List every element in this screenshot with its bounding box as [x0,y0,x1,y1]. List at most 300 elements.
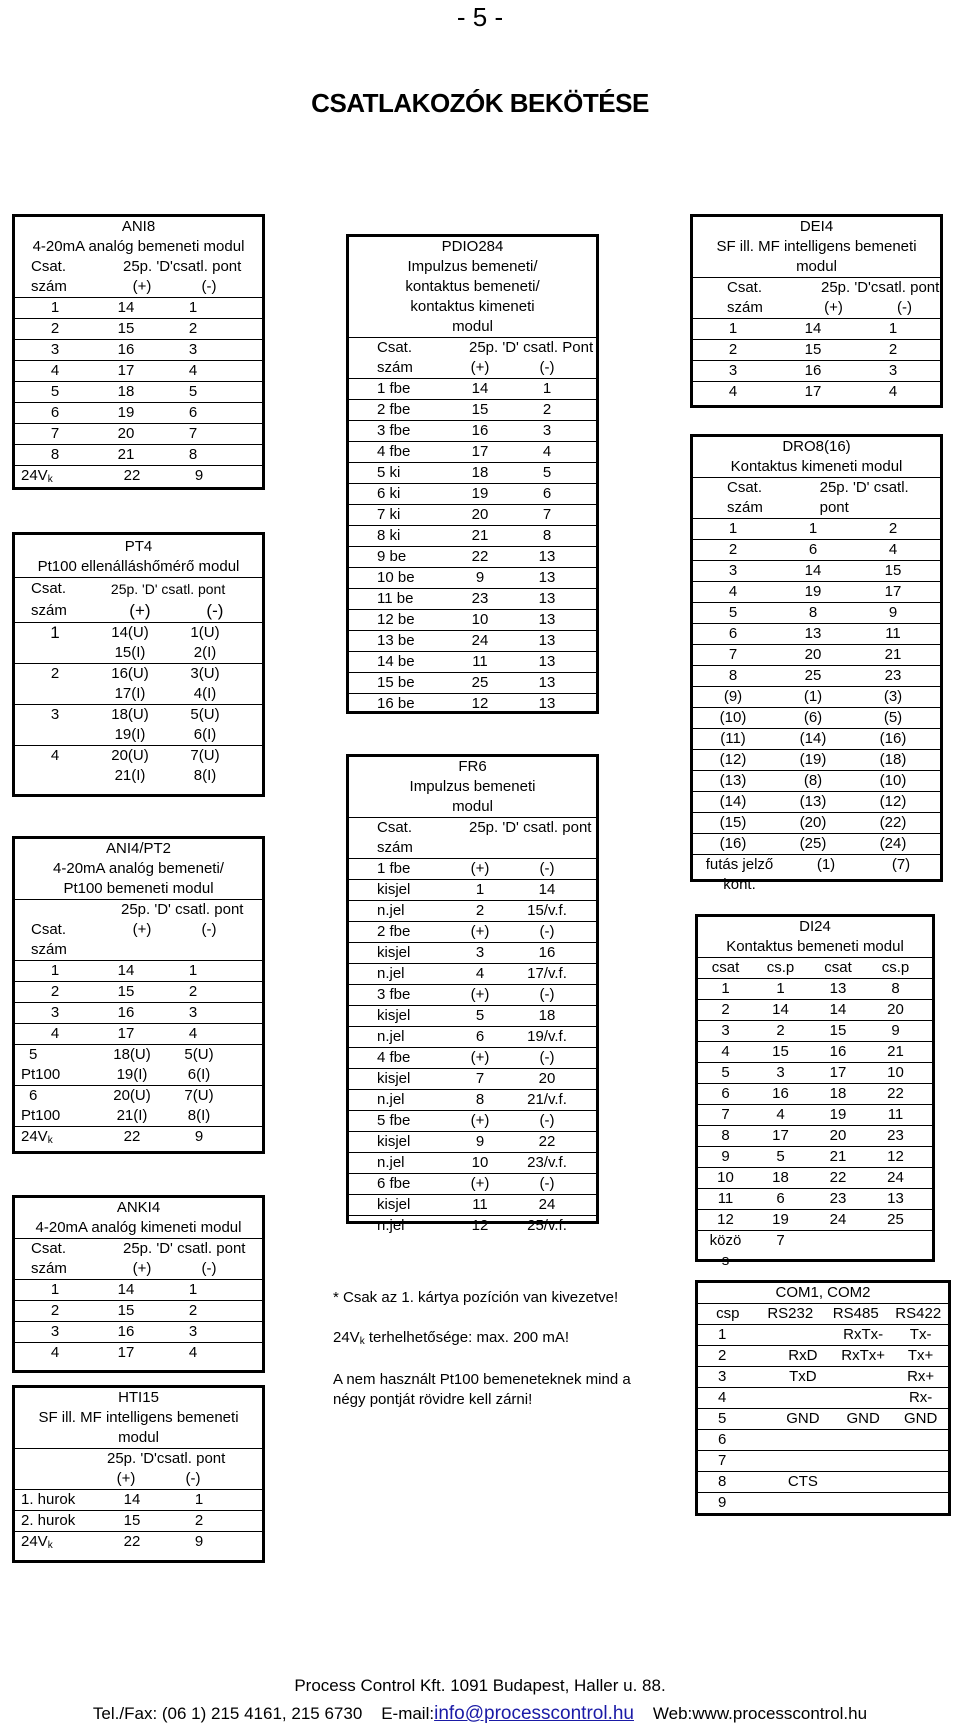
table-cell: 18 [538,1007,556,1024]
table-cell: 17 [884,583,902,600]
table-cell: 3 [728,562,738,579]
header-pont: 25p. 'D' csatl. Pont [469,339,594,356]
table-cell: kisjel [377,881,411,898]
table-cell: 13 [538,611,556,628]
table-cell: 6 [188,404,198,421]
table-row [15,1342,262,1363]
table-cell: RS422 [895,1305,942,1322]
table-cell: 1 [188,962,198,979]
table-cell: 17 [772,1127,789,1144]
table-row [15,1279,262,1300]
table-cell: (12) [719,751,747,768]
table-cell: (5) [883,709,903,726]
pdio284-title: PDIO284 [441,238,504,255]
table-cell: 18(U) 19(I) [111,706,149,743]
table-cell: 10 be [377,569,415,586]
table-cell: 7 [776,1232,785,1249]
table-cell: 14 [804,320,822,337]
table-cell: 14 [471,380,489,397]
note-csak: * Csak az 1. kártya pozíción van kivezetve! [333,1289,619,1306]
table-cell [893,1472,948,1492]
table-cell: 19 [117,404,135,421]
table-cell: TxD [789,1368,817,1385]
table-cell: (13) [799,793,827,810]
table-cell: 4 [728,383,738,400]
table-row [693,339,940,360]
hti15-title: HTI15 [118,1389,159,1406]
table-cell: 2 [188,983,198,1000]
table-cell: 1 [808,520,818,537]
table-cell: 14 [772,1001,789,1018]
table-row [698,1167,932,1188]
table-cell: n.jel [377,902,405,919]
table-cell: 6 [721,1085,730,1102]
table-row [15,745,262,786]
table-cell: 15 be [377,674,415,691]
table-cell: 7 [721,1106,730,1123]
table-cell: 15 [117,320,135,337]
table-cell: 11 be [377,590,414,607]
table-row [349,462,596,483]
table-cell: 4 [50,1344,60,1361]
table-cell: 9 [718,1494,727,1511]
table-row [349,900,596,921]
table-cell: 1 [718,1326,727,1343]
table-cell [833,1451,893,1471]
table-row [349,1005,596,1026]
table-cell: 23 [471,590,489,607]
table-cell: (19) [799,751,827,768]
table-cell: $24V_k$ [21,1533,53,1551]
table-row [698,1041,932,1062]
table-cell: 19 [804,583,822,600]
table-cell: 5 [188,383,198,400]
table-cell: 1 [728,320,738,337]
com-table [695,1280,951,1516]
table-cell: 6 [542,485,552,502]
header-minus: (-) [201,278,217,295]
table-cell: 22 [123,1128,141,1145]
table-row [698,1125,932,1146]
table-cell: 16 [117,341,135,358]
table-cell: 3 [721,1022,730,1039]
table-cell: 7(U) 8(I) [190,747,220,784]
table-cell: 9 [888,604,898,621]
table-cell: 13 [538,590,556,607]
table-cell: 5 fbe [377,1112,411,1129]
table-cell: 25 [804,667,822,684]
table-cell: 7 ki [377,506,401,523]
table-cell: 13 [538,548,556,565]
header-szam: szám [31,1260,67,1277]
table-cell: 1 [721,980,730,997]
table-cell [833,1388,893,1408]
table-cell: 6 [776,1190,785,1207]
table-cell: 13 [829,980,847,997]
table-cell: 2 fbe [377,401,411,418]
table-cell: 15 [772,1043,789,1060]
header-pont: 25p. 'D'csatl. pont [821,279,940,296]
table-cell: 13 [538,695,556,712]
table-row [349,1194,596,1215]
table-row [693,833,940,854]
table-cell: 17 [804,383,822,400]
table-cell: 4 [728,583,738,600]
table-cell: 7 [542,506,552,523]
table-cell: 3 [888,362,898,379]
table-cell: 2 [194,1512,204,1529]
table-cell: 20 [538,1070,556,1087]
header-csat: Csat. [31,258,67,275]
header-minus: (-) [201,921,217,938]
table-cell: (16) [719,835,747,852]
table-cell: 18 [117,383,135,400]
table-cell: 16 be [377,695,415,712]
table-cell: 20 [471,506,489,523]
table-row [349,399,596,420]
table-row [349,1068,596,1089]
footer-contact [0,1703,960,1725]
header-plus: (+) [116,1470,136,1487]
table-cell: 7 [718,1452,727,1469]
pdio284-subtitle3: kontaktus kimeneti [410,298,535,315]
table-cell: RS232 [767,1305,814,1322]
dei4-subtitle2: modul [796,258,837,275]
table-cell: cs.p [766,959,795,976]
table-cell: 14 [117,1281,135,1298]
table-cell: 6 [718,1431,727,1448]
table-row [698,1450,948,1471]
table-row [693,623,940,644]
table-cell: (1) [803,688,823,705]
table-cell: 15 [829,1022,847,1039]
table-cell: 24 [471,632,489,649]
table-cell: 13 [538,632,556,649]
table-row [349,630,596,651]
note-terheles: $24V_k$ terhelhetősége: max. 200 mA! [333,1329,569,1347]
table-cell: kisjel [377,944,411,961]
table-cell: 4 [50,1025,60,1042]
email-link[interactable]: info@processcontrol.hu [434,1703,634,1724]
com-title: COM1, COM2 [775,1284,871,1301]
pdio284-subtitle2: kontaktus bemeneti/ [405,278,540,295]
table-cell: 2 [728,541,738,558]
table-row [693,318,940,339]
table-cell: $24V_k$ [21,467,53,485]
table-cell: 5 [776,1148,785,1165]
dei4-subtitle: SF ill. MF intelligens bemeneti [716,238,917,255]
header-szam: szám [377,839,413,856]
table-cell: 9 [891,1022,900,1039]
table-row [698,1146,932,1167]
table-cell: 21 [887,1043,904,1060]
table-cell: 2 [50,665,60,682]
table-cell: 13 [887,1190,904,1207]
header-minus: (-) [201,1260,217,1277]
di24-subtitle: Kontaktus bemeneti modul [726,938,904,955]
table-row [698,1387,948,1408]
table-cell: 2 [50,1302,60,1319]
table-cell: 22 [471,548,489,565]
table-cell: 1 [188,1281,198,1298]
header-pont: 25p. 'D' csatl. pont (+) (-) [110,581,226,620]
table-cell: 24 [887,1169,904,1186]
table-cell: közö s [709,1232,742,1269]
table-cell: 16 [538,944,556,961]
table-row [693,812,940,833]
table-cell: Tx+ [907,1347,934,1364]
table-cell: 10 [471,1154,489,1171]
table-cell: (+) [470,1112,490,1129]
table-cell: 19 [829,1106,847,1123]
table-cell: (14) [719,793,747,810]
table-cell: 9 [194,1128,204,1145]
table-row [15,381,262,402]
table-cell: (16) [879,730,907,747]
table-cell: 4 [188,362,198,379]
table-row [693,581,940,602]
table-cell: 22 [887,1085,904,1102]
table-cell: (12) [879,793,907,810]
pt4-table [12,532,265,797]
fr6-subtitle: Impulzus bemeneti [409,778,536,795]
header-pont: 25p. 'D' csatl. pont [469,819,592,836]
table-row [15,1085,262,1126]
table-cell: 2 [50,983,60,1000]
table-cell: 15 [117,983,135,1000]
table-cell: 3 [728,362,738,379]
table-row [349,483,596,504]
header-plus: (+) [132,921,152,938]
table-cell: 1 [542,380,552,397]
table-row [349,1173,596,1194]
table-row [698,1408,948,1429]
header-csat: Csat. [31,921,67,938]
pt4-subtitle: Pt100 ellenálláshőmérő modul [37,558,240,575]
table-row [349,921,596,942]
table-cell: kisjel [377,1070,411,1087]
table-cell: 19 [772,1211,789,1228]
table-cell: 25/v.f. [527,1217,567,1234]
table-cell: 1 fbe [377,860,411,877]
header-csat: Csat. [377,819,413,836]
table-cell: 5 [718,1410,727,1427]
table-cell: 5 [721,1064,730,1081]
table-cell: (+) [470,1175,490,1192]
header-plus: (+) [132,1260,152,1277]
table-cell: 4 [888,383,898,400]
table-cell: (18) [879,751,907,768]
table-row [349,1026,596,1047]
table-cell: 7(U) 8(I) [184,1087,214,1124]
table-row [693,665,940,686]
table-row [349,942,596,963]
table-row [693,560,940,581]
table-cell: 15/v.f. [527,902,567,919]
table-row [15,423,262,444]
hti15-subtitle2: modul [118,1429,159,1446]
table-cell: 19 [471,485,489,502]
table-cell: 18 [471,464,489,481]
table-cell: 8 [188,446,198,463]
table-cell: 15 [471,401,489,418]
table-cell: 8 [891,980,900,997]
table-cell: n.jel [377,1217,405,1234]
table-row [693,686,940,707]
table-cell: 17 [117,362,135,379]
table-cell: 14 [117,962,135,979]
table-cell: 15 [117,1302,135,1319]
table-cell: 17 [117,1344,135,1361]
table-cell: 1 [188,299,198,316]
pt4-title: PT4 [124,538,153,555]
table-row [349,984,596,1005]
table-cell: 4 [721,1043,730,1060]
header-plus: (+) [824,299,843,316]
pdio284-table [346,234,599,714]
table-cell: 9 be [377,548,407,565]
ani8-subtitle: 4-20mA analóg bemeneti modul [32,238,245,255]
anki4-subtitle: 4-20mA analóg kimeneti modul [35,1219,242,1236]
header-minus: (-) [897,299,912,316]
fr6-title: FR6 [458,758,487,775]
table-cell: 4 [542,443,552,460]
table-cell: (-) [539,923,555,940]
header-minus: (-) [539,359,555,376]
table-cell: 6 Pt100 [21,1087,61,1124]
table-row [15,402,262,423]
header-pont: 25p. 'D' csatl. pont [123,1240,246,1257]
table-cell: 15 [804,341,822,358]
dei4-table [690,214,943,408]
table-row [15,663,262,704]
table-cell: CTS [787,1473,818,1490]
header-plus: (+) [470,359,490,376]
table-cell: 6 [50,404,60,421]
footer-web[interactable]: Web:www.processcontrol.hu [652,1704,868,1723]
table-row [349,1152,596,1173]
table-cell: 8 [475,1091,485,1108]
table-row [693,707,940,728]
table-cell: 4 [776,1106,785,1123]
table-cell [773,1493,833,1513]
table-cell: 20(U) 21(I) [113,1087,151,1124]
table-row [693,644,940,665]
table-cell: $24V_k$ [21,1128,53,1146]
table-cell: n.jel [377,965,405,982]
table-row [15,1300,262,1321]
table-cell: 2 [188,320,198,337]
table-row [349,588,596,609]
table-cell: kisjel [377,1007,411,1024]
table-cell: 1 [888,320,898,337]
table-cell: 8 [808,604,818,621]
table-cell: 25 [471,674,489,691]
table-cell: 15 [123,1512,141,1529]
table-cell: (+) [470,986,490,1003]
table-row [349,651,596,672]
table-cell: (8) [803,772,823,789]
ani4pt2-subtitle2: Pt100 bemeneti modul [63,880,214,897]
table-cell: 2 [475,902,485,919]
fr6-table [346,754,599,1234]
table-cell: Rx- [908,1389,933,1406]
table-cell: 1 [776,980,785,997]
table-cell: 2. hurok [21,1512,76,1529]
table-cell: 16 [804,362,822,379]
table-cell: GND [786,1410,820,1427]
table-cell: (11) [720,730,746,747]
table-cell [773,1388,833,1408]
table-cell: 24 [538,1196,556,1213]
notes [333,1288,633,1430]
table-row [349,672,596,693]
header-szam: szám [31,941,67,958]
table-cell: 2 [718,1347,727,1364]
table-row [15,622,262,663]
table-cell: 4 [475,965,485,982]
header-szam: szám [727,299,763,316]
ani8-title: ANI8 [121,218,156,235]
table-row [349,420,596,441]
table-row [698,1492,948,1513]
table-cell: n.jel [377,1091,405,1108]
table-cell: 4 fbe [377,443,411,460]
table-cell [833,1472,893,1492]
table-cell: 14 [829,1001,847,1018]
table-cell: 3 [50,1323,60,1340]
table-cell: 23 [829,1190,847,1207]
table-cell: (25) [799,835,827,852]
table-row [693,770,940,791]
table-cell: 18 [772,1169,789,1186]
table-row [349,963,596,984]
table-cell: 4 [188,1344,198,1361]
table-cell: 2 [542,401,552,418]
table-row [349,378,596,399]
table-cell: 13 [538,653,556,670]
table-header-row [698,1303,948,1324]
table-cell: (+) [470,860,490,877]
table-cell: 19/v.f. [527,1028,567,1045]
table-cell: (9) [723,688,743,705]
table-cell: csp [716,1305,740,1322]
table-row [349,1047,596,1068]
header-csat-szam: Csat. szám [31,580,67,619]
table-cell: 12 [717,1211,734,1228]
table-cell: 1 [50,1281,60,1298]
table-cell: futás jelző kont. [705,856,774,893]
table-row [693,728,940,749]
footer-email-label: E-mail: [381,1704,435,1723]
table-row [698,1083,932,1104]
table-row [693,602,940,623]
table-cell: 5 ki [377,464,401,481]
table-cell: 3 [188,1004,198,1021]
table-row [349,1131,596,1152]
table-cell: (13) [719,772,747,789]
table-cell: 8 [721,1127,730,1144]
table-cell: 14 be [377,653,415,670]
table-cell: 21 [829,1148,847,1165]
table-cell: 3 [50,1004,60,1021]
table-cell: (-) [539,1112,555,1129]
table-row [693,360,940,381]
table-cell: 1 [475,881,485,898]
table-row [349,1110,596,1131]
table-row [349,879,596,900]
table-cell: 2 fbe [377,923,411,940]
